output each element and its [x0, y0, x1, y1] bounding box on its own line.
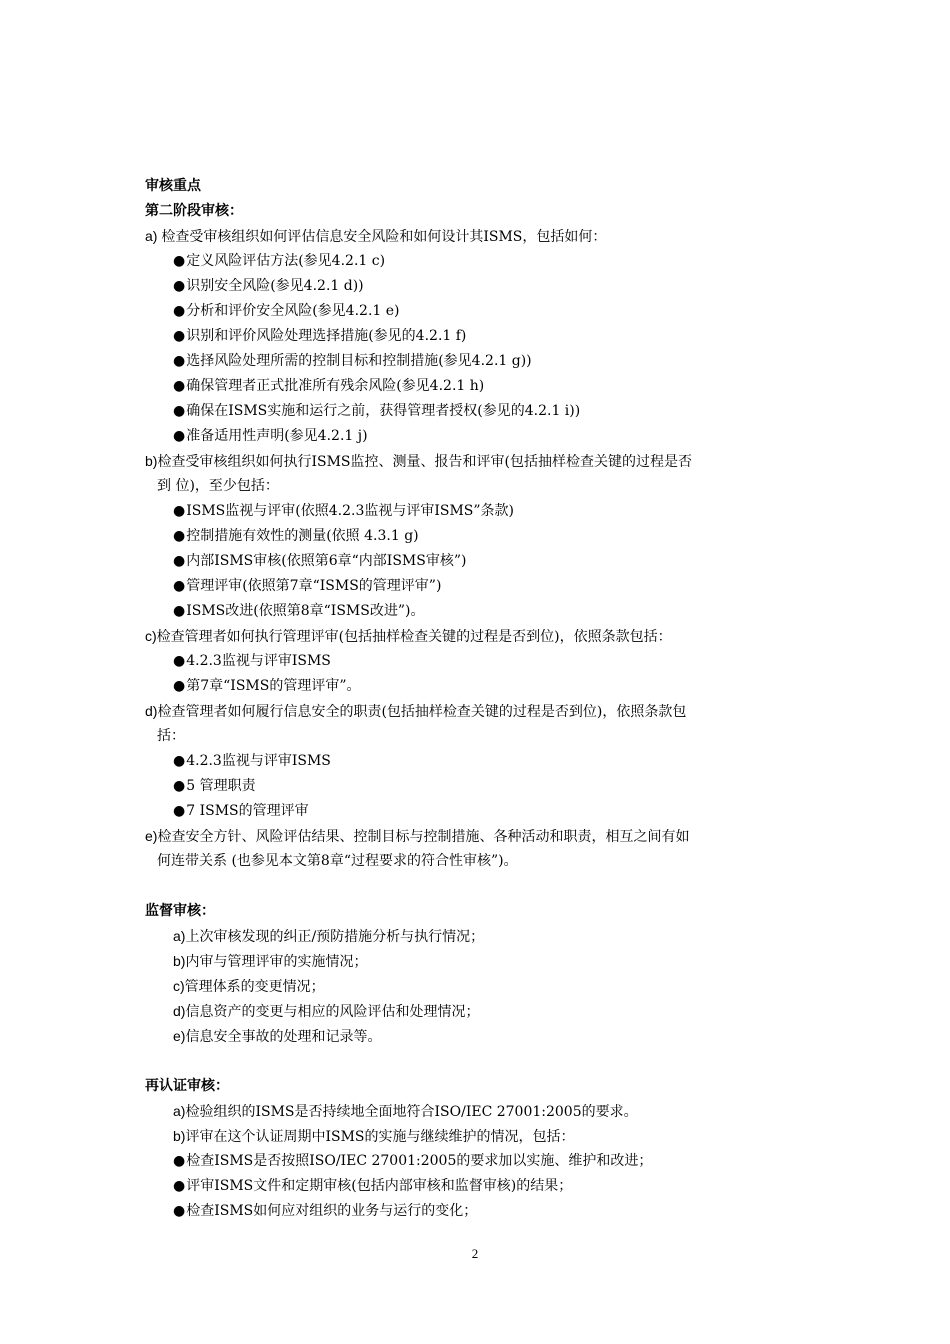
bullet-item: ●5 管理职责	[145, 774, 805, 799]
item-text: 评审在这个认证周期中ISMS的实施与继续维护的情况，包括：	[185, 1129, 575, 1145]
bullet-icon: ●	[173, 803, 186, 819]
bullet-item: ●选择风险处理所需的控制目标和控制措施(参见4.2.1 g))	[145, 349, 805, 374]
item-text: 信息资产的变更与相应的风险评估和处理情况；	[185, 1004, 480, 1020]
surveillance-item-c	[145, 974, 805, 999]
recertification-item-a	[145, 1099, 805, 1124]
bullet-icon: ●	[173, 1153, 186, 1169]
item-marker: e)	[173, 1028, 186, 1044]
bullet-icon: ●	[173, 353, 186, 369]
bullet-icon: ●	[173, 253, 186, 269]
item-text: 管理体系的变更情况；	[184, 979, 325, 995]
recertification-heading: 再认证审核：	[145, 1078, 229, 1094]
bullet-icon: ●	[173, 428, 186, 444]
bullet-icon: ●	[173, 578, 186, 594]
bullet-item: ●准备适用性声明(参见4.2.1 j)	[145, 424, 805, 449]
bullet-icon: ●	[173, 278, 186, 294]
bullet-icon: ●	[173, 1178, 186, 1194]
bullet-item: ●定义风险评估方法(参见4.2.1 c)	[145, 249, 805, 274]
bullet-item: ●4.2.3监视与评审ISMS	[145, 749, 805, 774]
document-title: 审核重点	[145, 178, 201, 194]
section-gap	[145, 1049, 805, 1074]
stage2-item-c	[145, 624, 805, 649]
bullet-item: ●分析和评价安全风险(参见4.2.1 e)	[145, 299, 805, 324]
item-text-continued: 到 位)，至少包括：	[157, 478, 279, 494]
surveillance-heading: 监督审核：	[145, 903, 215, 919]
item-text: 检查受审核组织如何执行ISMS监控、测量、报告和评审(包括抽样检查关键的过程是否	[157, 454, 692, 470]
bullet-icon: ●	[173, 503, 186, 519]
bullet-item: ●确保在ISMS实施和运行之前，获得管理者授权(参见的4.2.1 i))	[145, 399, 805, 424]
bullet-item: ●4.2.3监视与评审ISMS	[145, 649, 805, 674]
stage2-item-b	[145, 449, 805, 474]
item-text-continued: 括：	[157, 728, 185, 744]
item-text: 检查管理者如何执行管理评审(包括抽样检查关键的过程是否到位)，依照条款包括：	[156, 629, 672, 645]
item-text: 信息安全事故的处理和记录等。	[185, 1029, 382, 1045]
item-marker: b)	[173, 1128, 186, 1144]
item-text-continued: 何连带关系 (也参见本文第8章“过程要求的符合性审核”)。	[157, 853, 518, 869]
item-text: 内审与管理评审的实施情况；	[185, 954, 368, 970]
bullet-icon: ●	[173, 1203, 186, 1219]
document-body	[145, 174, 805, 1224]
item-marker: c)	[173, 978, 185, 994]
bullet-item: ●ISMS改进(依照第8章“ISMS改进”)。	[145, 599, 805, 624]
bullet-icon: ●	[173, 678, 186, 694]
page-number: 2	[471, 1246, 479, 1261]
bullet-icon: ●	[173, 653, 186, 669]
surveillance-item-a	[145, 924, 805, 949]
section-gap	[145, 874, 805, 899]
stage2-item-a	[145, 224, 805, 249]
bullet-icon: ●	[173, 528, 186, 544]
bullet-icon: ●	[173, 753, 186, 769]
bullet-item: ●控制措施有效性的测量(依照 4.3.1 g)	[145, 524, 805, 549]
item-marker: d)	[145, 703, 158, 719]
bullet-item: ●确保管理者正式批准所有残余风险(参见4.2.1 h)	[145, 374, 805, 399]
item-marker: a)	[173, 1103, 186, 1119]
bullet-icon: ●	[173, 378, 186, 394]
bullet-item: ●识别安全风险(参见4.2.1 d))	[145, 274, 805, 299]
bullet-item: ●管理评审(依照第7章“ISMS的管理评审”)	[145, 574, 805, 599]
bullet-icon: ●	[173, 328, 186, 344]
bullet-icon: ●	[173, 303, 186, 319]
bullet-item: ●检查ISMS是否按照ISO/IEC 27001:2005的要求加以实施、维护和改进；	[145, 1149, 805, 1174]
bullet-item: ●识别和评价风险处理选择措施(参见的4.2.1 f)	[145, 324, 805, 349]
surveillance-item-b	[145, 949, 805, 974]
recertification-item-b	[145, 1124, 805, 1149]
bullet-icon: ●	[173, 778, 186, 794]
stage2-heading: 第二阶段审核：	[145, 203, 243, 219]
item-marker: c)	[145, 628, 157, 644]
item-marker: d)	[173, 1003, 186, 1019]
item-text: 检查受审核组织如何评估信息安全风险和如何设计其ISMS，包括如何：	[161, 229, 607, 245]
item-text: 检验组织的ISMS是否持续地全面地符合ISO/IEC 27001:2005的要求。	[185, 1104, 638, 1120]
bullet-icon: ●	[173, 603, 186, 619]
stage2-item-e	[145, 824, 805, 849]
item-marker: b)	[173, 953, 186, 969]
item-marker: e)	[145, 828, 158, 844]
item-marker: a)	[173, 928, 186, 944]
stage2-item-d	[145, 699, 805, 724]
item-marker: b)	[145, 453, 158, 469]
bullet-item: ●ISMS监视与评审(依照4.2.3监视与评审ISMS”条款)	[145, 499, 805, 524]
item-text: 检查管理者如何履行信息安全的职责(包括抽样检查关键的过程是否到位)，依照条款包	[157, 704, 687, 720]
surveillance-item-d	[145, 999, 805, 1024]
bullet-item: ●7 ISMS的管理评审	[145, 799, 805, 824]
surveillance-item-e	[145, 1024, 805, 1049]
item-text: 上次审核发现的纠正/预防措施分析与执行情况；	[185, 929, 485, 945]
bullet-item: ●评审ISMS文件和定期审核(包括内部审核和监督审核)的结果；	[145, 1174, 805, 1199]
item-marker: a)	[145, 228, 162, 244]
bullet-icon: ●	[173, 553, 186, 569]
bullet-icon: ●	[173, 403, 186, 419]
bullet-item: ●内部ISMS审核(依照第6章“内部ISMS审核”)	[145, 549, 805, 574]
bullet-item: ●检查ISMS如何应对组织的业务与运行的变化；	[145, 1199, 805, 1224]
item-text: 检查安全方针、风险评估结果、控制目标与控制措施、各种活动和职责，相互之间有如	[157, 829, 690, 845]
bullet-item: ●第7章“ISMS的管理评审”。	[145, 674, 805, 699]
